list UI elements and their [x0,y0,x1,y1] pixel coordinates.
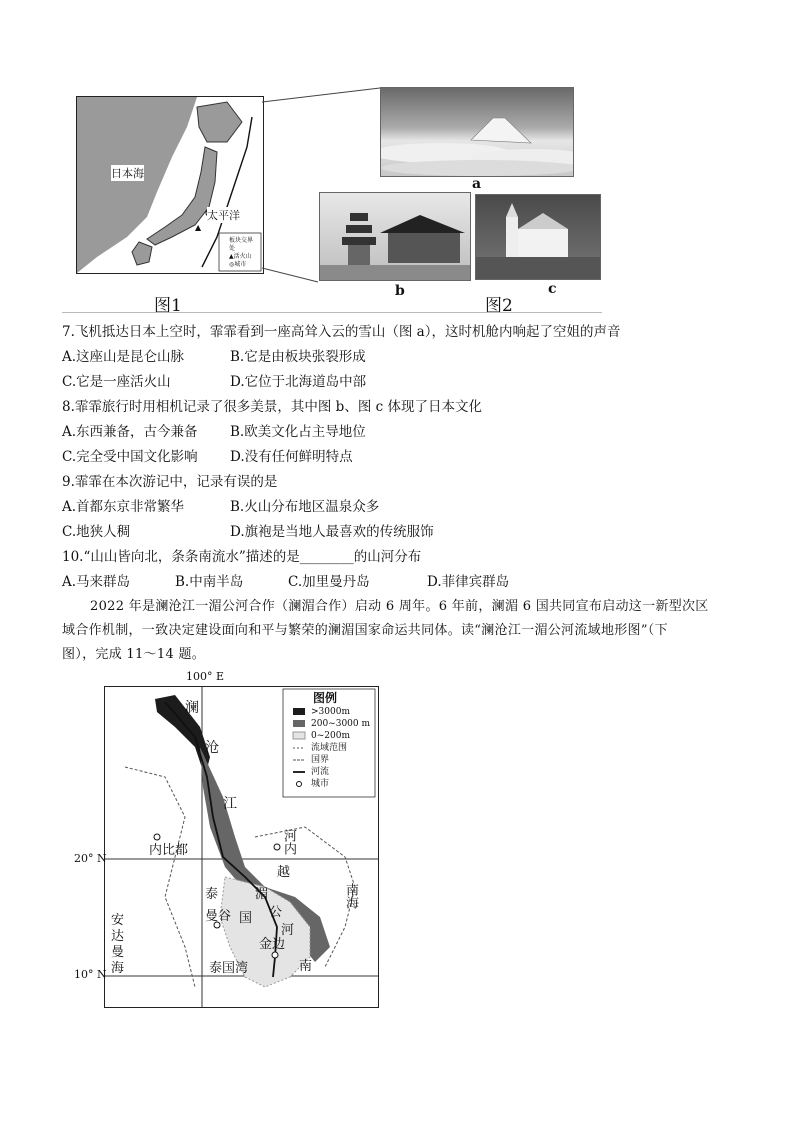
fig1-legend [229,237,257,269]
sea-of-japan-label: 日本海 [111,167,144,180]
legend-basin: 流域范围 [311,743,348,753]
label-lan: 澜 [185,700,199,716]
q9-option-d[interactable]: D.旗袍是当地人最喜欢的传统服饰 [230,524,434,540]
question-7-stem: 7.飞机抵达日本上空时，霏霏看到一座高耸入云的雪山（图 a），这时机舱内响起了空姐的声音 [62,324,621,340]
mountain-illustration [381,88,573,176]
photo-b-japanese-temple [319,192,471,281]
question-10-stem: 10.“山山皆向北，条条南流水”描述的是________的山河分布 [62,549,422,565]
q10-option-b[interactable]: B.中南半岛 [175,574,244,590]
q7-option-d[interactable]: D.它位于北海道岛中部 [230,374,367,390]
label-jinbian: 金边 [259,937,286,952]
legend-above-3000: >3000m [311,707,350,717]
photo-a-label: a [472,176,482,192]
volcano-marker: ▲ [195,223,202,232]
kyushu-shape [132,242,152,265]
q10-option-a[interactable]: A.马来群岛 [62,574,131,590]
q7-option-c[interactable]: C.它是一座活火山 [62,374,171,390]
label-south-sea: 南海 [343,883,358,909]
q8-option-c[interactable]: C.完全受中国文化影响 [62,449,198,465]
legend-border: 国界 [311,755,330,765]
label-hanoi: 河内 [281,829,296,855]
figure-2-label: 图2 [485,296,513,316]
label-yue: 越 [277,865,291,880]
q9-option-c[interactable]: C.地狭人稠 [62,524,131,540]
figure-divider [62,312,602,313]
label-gong: 公 [269,905,283,920]
passage-line-2: 域合作机制，一致决定建设面向和平与繁荣的澜湄国家命运共同体。读“澜沧江一湄公河流域地形图”（下 [62,623,668,638]
map-legend-entries [311,706,370,790]
lon-label-100e: 100° E [186,670,225,683]
label-mei: 湄 [255,887,269,902]
q8-option-a[interactable]: A.东西兼备，古今兼备 [62,424,198,440]
legend-200-3000: 200~3000 m [311,719,371,729]
q8-option-b[interactable]: B.欧美文化占主导地位 [230,424,366,440]
q10-option-d[interactable]: D.菲律宾群岛 [427,574,510,590]
photo-c-western-church [475,194,601,280]
legend-city: 城市 [311,779,330,789]
label-he: 河 [281,923,295,938]
q7-option-a[interactable]: A.这座山是昆仑山脉 [62,349,185,365]
lat-label-10n: 10° N [74,968,107,981]
map-legend-title: 图例 [313,691,338,705]
photo-c-label: c [548,281,557,297]
label-gulf-of-thailand: 泰国湾 [209,961,249,976]
legend-volcano: ▲活火山 [229,253,252,260]
border-lines [125,767,195,987]
figure-1-japan-map [76,96,264,274]
label-naypyidaw: 内比都 [149,843,189,858]
mekong-basin-map [104,686,379,1008]
label-cang: 沧 [205,740,219,756]
q10-option-c[interactable]: C.加里曼丹岛 [288,574,370,590]
photo-b-label: b [395,283,405,299]
q9-option-b[interactable]: B.火山分布地区温泉众多 [230,499,380,515]
pacific-ocean-label: 太平洋 [207,209,240,222]
city-phnompenh-marker [272,952,278,958]
figure-1-label: 图1 [154,296,182,316]
temple-illustration [320,193,470,280]
label-andaman-sea: 安达曼海 [111,913,125,976]
legend-plate-boundary: 板块交界处 [229,237,254,252]
label-tai: 泰 [205,887,219,902]
question-8-stem: 8.霏霏旅行时用相机记录了很多美景，其中图 b、图 c 体现了日本文化 [62,399,482,415]
passage-line-3: 图），完成 11～14 题。 [62,647,206,662]
label-jiang: 江 [223,796,237,812]
lat-label-20n: 20° N [74,852,107,865]
q9-option-a[interactable]: A.首都东京非常繁华 [62,499,185,515]
question-9-stem: 9.霏霏在本次游记中，记录有误的是 [62,474,278,490]
hokkaido-shape [197,102,242,142]
q8-option-d[interactable]: D.没有任何鲜明特点 [230,449,353,465]
label-mangu: 曼谷 [205,909,232,924]
legend-city: ◎城市 [229,261,247,268]
passage-line-1: 2022 年是澜沧江一湄公河合作（澜湄合作）启动 6 周年。6 年前，澜湄 6 国共同宣布启动这一新型次区 [90,599,709,614]
church-illustration [476,195,600,279]
label-nan: 南 [299,959,313,974]
photo-a-mount-fuji [380,87,574,177]
legend-0-200: 0~200m [311,731,350,741]
legend-river: 河流 [311,767,330,777]
label-guo: 国 [239,911,253,926]
q7-option-b[interactable]: B.它是由板块张裂形成 [230,349,366,365]
